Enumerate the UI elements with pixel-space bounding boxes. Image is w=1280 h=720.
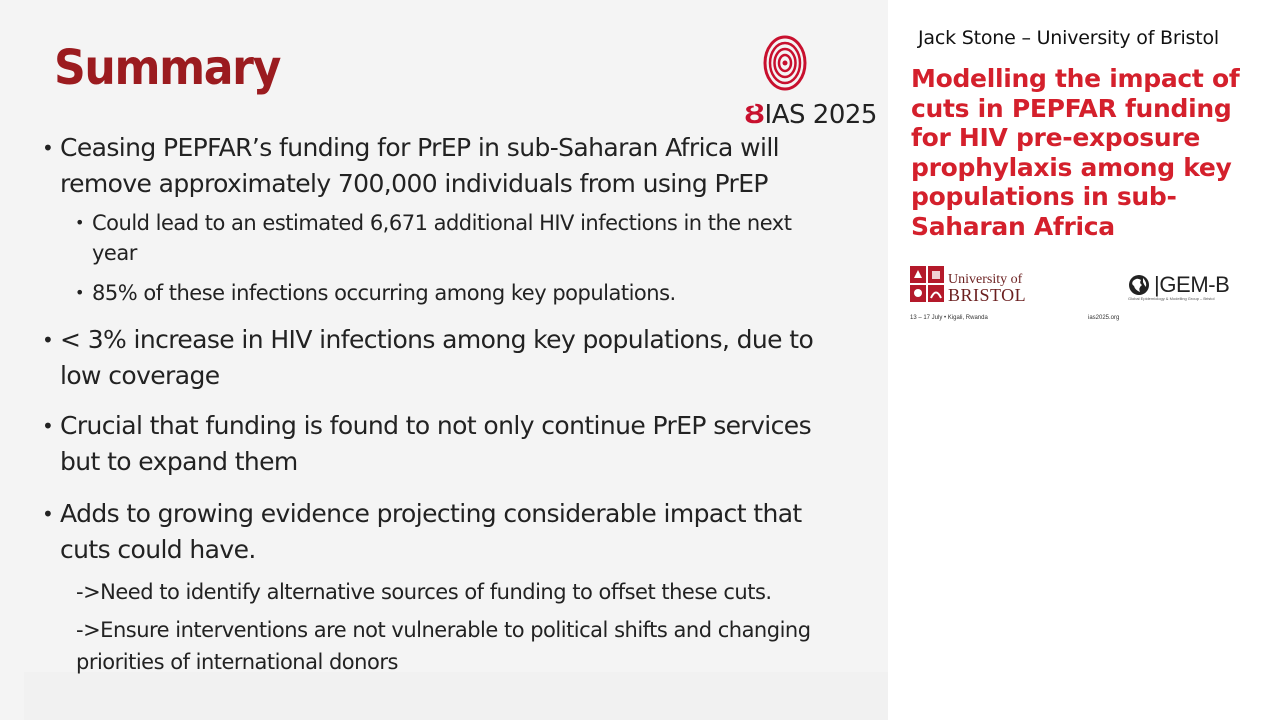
bullet-item: • Crucial that funding is found to not only continue PrEP services but to expand them — [42, 408, 842, 480]
sub-bullet-item: • 85% of these infections occurring among key populations. — [42, 278, 842, 308]
gem-b-label: GEM-B — [1159, 272, 1230, 297]
bristol-logo-line2: BRISTOL — [948, 285, 1027, 305]
bullet-list — [42, 130, 842, 678]
conference-dates: 13 – 17 July • Kigali, Rwanda — [910, 315, 988, 321]
bristol-crest-icon — [910, 266, 944, 302]
gem-b-subtitle: Global Epidemiology & Modelling Group – Bristol — [1128, 296, 1215, 301]
slide-bottom-band — [24, 672, 888, 720]
arrow-line: ->Need to identify alternative sources of funding to offset these cuts. — [76, 580, 772, 604]
gem-b-name: |GEM-B — [1154, 272, 1230, 297]
slide-title: Summary — [54, 40, 280, 96]
bullet-item: • < 3% increase in HIV infections among key populations, due to low coverage — [42, 322, 842, 394]
globe-icon — [1128, 274, 1150, 296]
sub-bullet-item: • Could lead to an estimated 6,671 additional HIV infections in the next year — [42, 208, 842, 268]
bristol-logo-line1: University of — [948, 272, 1023, 287]
ias-label: IAS — [764, 100, 806, 130]
ias-logo-text — [744, 100, 877, 130]
bullet-item: • Adds to growing evidence projecting considerable impact that cuts could have. — [42, 496, 842, 568]
university-of-bristol-logo — [910, 266, 1030, 306]
ias-2025-logo — [744, 34, 877, 134]
bullet-item: • Ceasing PEPFAR’s funding for PrEP in sub-Saharan Africa will remove approximately 700,000 individuals from using PrEP — [42, 130, 842, 202]
red-ribbon-icon: Ȣ — [744, 100, 765, 130]
spiral-logo-icon — [762, 34, 808, 92]
presenter-name: Jack Stone – University of Bristol — [918, 27, 1219, 49]
talk-title: Modelling the impact of cuts in PEPFAR funding for HIV pre-exposure prophylaxis among key populations in sub-Saharan Africa — [911, 64, 1240, 241]
conference-website: ias2025.org — [1088, 315, 1120, 321]
ias-year: 2025 — [812, 100, 877, 130]
presenter-panel — [888, 0, 1280, 720]
arrow-line: ->Ensure interventions are not vulnerable to political shifts and changing priorities of international donors — [76, 618, 811, 674]
gem-b-logo — [1128, 272, 1240, 304]
